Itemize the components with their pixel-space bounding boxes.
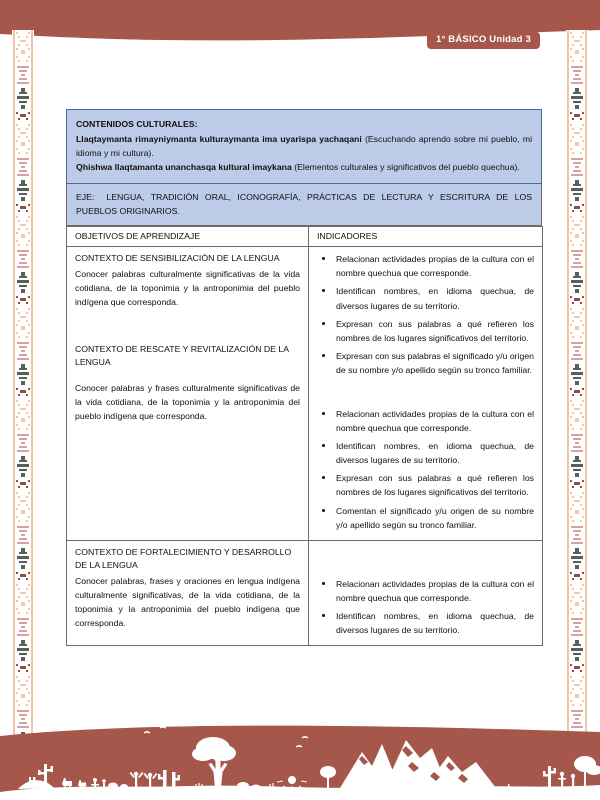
left-textile-pattern [12, 30, 34, 770]
column-header-objectives: OBJETIVOS DE APRENDIZAJE [67, 227, 309, 247]
top-band-shape [0, 0, 600, 58]
cultural-contents-item-2-spanish: (Elementos culturales y significativos del pueblo quechua). [294, 162, 520, 173]
table-row [67, 247, 543, 541]
list-item: Relacionan actividades propias de la cultura con el nombre quechua que corresponde. [317, 407, 534, 435]
eje-text: LENGUA, TRADICIÓN ORAL, ICONOGRAFÍA, PRÁCTICAS DE LECTURA Y ESCRITURA DE LOS PUEBLOS ORIGINARIOS. [76, 192, 532, 217]
objective-cell-2 [67, 540, 309, 645]
cultural-contents-box [66, 109, 542, 184]
top-decorative-band [0, 0, 600, 58]
eje-box [66, 184, 542, 226]
list-item: Expresan con sus palabras el significado y/u origen de su nombre y/o apellido según su tronco familiar. [317, 349, 534, 377]
eje-label: EJE: [76, 192, 95, 203]
objective-heading-sensibilizacion: CONTEXTO DE SENSIBILIZACIÓN DE LA LENGUA [75, 253, 280, 264]
list-item: Relacionan actividades propias de la cultura con el nombre quechua que corresponde. [317, 252, 534, 280]
bottom-decorative-band [0, 722, 600, 800]
cultural-contents-item-2 [76, 160, 532, 174]
document-content [66, 109, 542, 646]
unit-badge: 1° BÁSICO Unidad 3 [427, 32, 540, 49]
right-textile-border [566, 30, 588, 770]
right-textile-pattern [566, 30, 588, 770]
list-item: Identifican nombres, en idioma quechua, de diversos lugares de su territorio. [317, 609, 534, 637]
table-row [67, 540, 543, 645]
list-item: Identifican nombres, en idioma quechua, de diversos lugares de su territorio. [317, 439, 534, 467]
table-header-row [67, 227, 543, 247]
objectives-indicators-table [66, 226, 543, 646]
landscape-silhouette [0, 722, 600, 800]
objective-body-rescate: Conocer palabras y frases culturalmente significativas de la vida cotidiana, de la toponimia y la antroponimia del pueblo indígena que corresponda. [75, 382, 300, 422]
list-item: Relacionan actividades propias de la cultura con el nombre quechua que corresponde. [317, 577, 534, 605]
left-textile-border [12, 30, 34, 770]
list-item: Identifican nombres, en idioma quechua, de diversos lugares de su territorio. [317, 284, 534, 312]
column-header-indicators: INDICADORES [309, 227, 543, 247]
list-item: Expresan con sus palabras a qué refieren los nombres de los lugares significativos del territorio. [317, 471, 534, 499]
cultural-contents-title: CONTENIDOS CULTURALES: [76, 119, 198, 129]
indicator-list-group-3 [317, 577, 534, 637]
objective-cell-1 [67, 247, 309, 541]
indicator-cell-1 [309, 247, 543, 541]
cultural-contents-item-1-quechua: Llaqtaymanta rimayniymanta kulturaymanta ima uyarispa yachaqani [76, 134, 362, 145]
indicator-list-group-2 [317, 407, 534, 532]
cultural-contents-item-1-spanish: (Escuchando aprendo sobre mi pueblo, mi idioma y mi cultura). [76, 134, 532, 159]
objective-heading-fortalecimiento: CONTEXTO DE FORTALECIMIENTO Y DESARROLLO DE LA LENGUA [75, 546, 292, 571]
cultural-contents-item-2-quechua: Qhishwa llaqtamanta unanchasqa kultural imaykana [76, 162, 292, 173]
cultural-contents-item-1 [76, 132, 532, 160]
indicator-list-group-1 [317, 252, 534, 377]
objective-body-fortalecimiento: Conocer palabras, frases y oraciones en lengua indígena culturalmente significativas, de la vida cotidiana, de la toponimia y la antroponimia del pueblo indígena que corresponda. [75, 575, 300, 628]
objective-body-sensibilizacion: Conocer palabras culturalmente significativas de la vida cotidiana, de la toponimia y la antroponimia del pueblo indígena que corresponda. [75, 268, 300, 307]
list-item: Expresan con sus palabras a qué refieren los nombres de los lugares significativos del territorio. [317, 317, 534, 345]
objective-spacer [75, 309, 300, 343]
list-item: Comentan el significado y/u origen de su nombre y/o apellido según su tronco familiar. [317, 504, 534, 532]
objective-heading-rescate: CONTEXTO DE RESCATE Y REVITALIZACIÓN DE LA LENGUA [75, 343, 289, 368]
indicator-cell-2 [309, 540, 543, 645]
